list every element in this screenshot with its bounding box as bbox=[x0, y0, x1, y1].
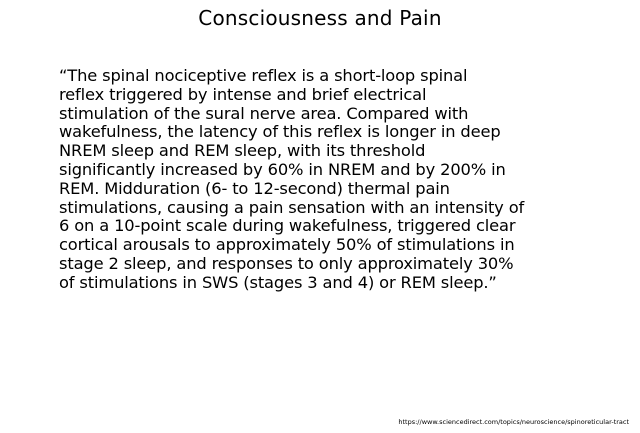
quote-line: significantly increased by 60% in NREM and by 200% in bbox=[59, 159, 506, 179]
quote-line: NREM sleep and REM sleep, with its threshold bbox=[59, 141, 426, 161]
quote-text bbox=[59, 67, 589, 293]
slide-title: Consciousness and Pain bbox=[198, 6, 442, 30]
quote-line: of stimulations in SWS (stages 3 and 4) or REM sleep.” bbox=[59, 272, 497, 292]
quote-line: stimulations, causing a pain sensation with an intensity of bbox=[59, 197, 525, 217]
quote-line: 6 on a 10-point scale during wakefulness, triggered clear bbox=[59, 216, 516, 236]
quote-line: REM. Midduration (6- to 12-second) thermal pain bbox=[59, 178, 450, 198]
quote-line: cortical arousals to approximately 50% of stimulations in bbox=[59, 235, 515, 255]
quote-line: “The spinal nociceptive reflex is a short-loop spinal bbox=[59, 66, 468, 85]
source-url: https://www.sciencedirect.com/topics/neuroscience/spinoreticular-tract bbox=[398, 418, 629, 426]
quote-line: stimulation of the sural nerve area. Compared with bbox=[59, 103, 469, 123]
quote-line: wakefulness, the latency of this reflex is longer in deep bbox=[59, 122, 501, 142]
quote-line: reflex triggered by intense and brief electrical bbox=[59, 84, 427, 104]
quote-line: stage 2 sleep, and responses to only approximately 30% bbox=[59, 253, 514, 273]
